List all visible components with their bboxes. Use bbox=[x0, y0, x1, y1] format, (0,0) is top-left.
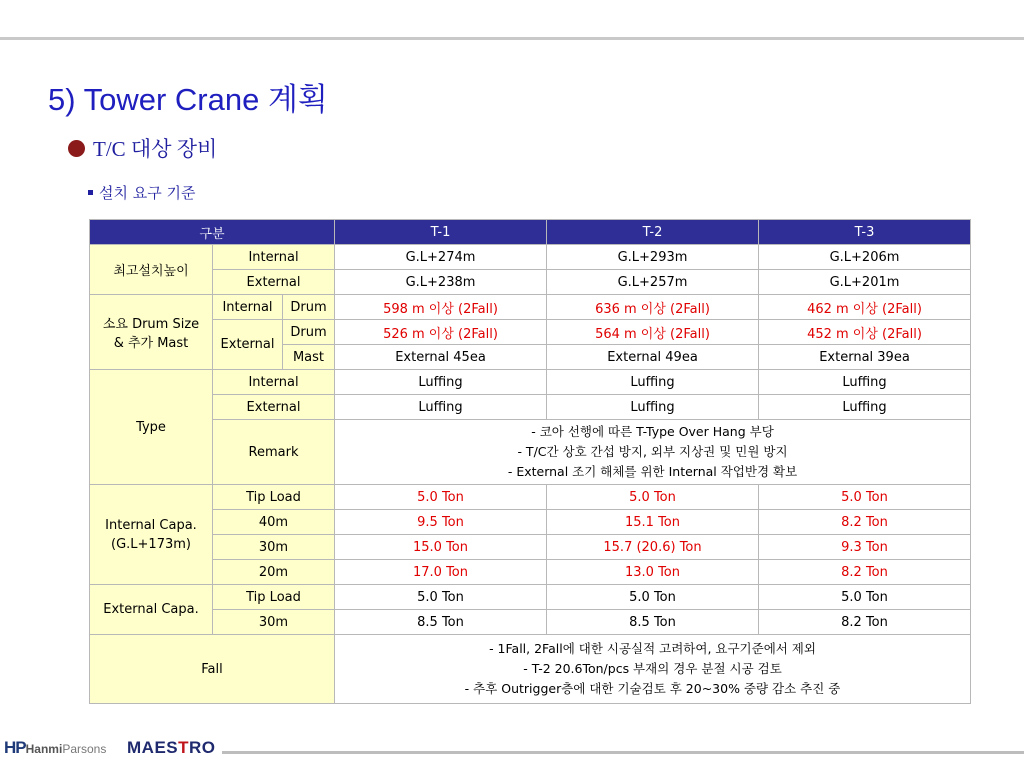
row-label-height: 최고설치높이 bbox=[90, 245, 213, 295]
cell: 526 m 이상 (2Fall) bbox=[335, 320, 547, 345]
sub-label: Tip Load bbox=[213, 585, 335, 610]
fall-notes bbox=[335, 635, 971, 704]
table-row bbox=[90, 585, 971, 610]
table-row bbox=[90, 270, 971, 295]
sub-label: Drum bbox=[283, 295, 335, 320]
row-label-line: & 추가 Mast bbox=[113, 336, 189, 351]
table-row bbox=[90, 420, 971, 485]
cell: 5.0 Ton bbox=[759, 585, 971, 610]
header-t2: T-2 bbox=[547, 220, 759, 245]
note-line: - 추후 Outrigger층에 대한 기술검토 후 20~30% 중량 감소 추진 중 bbox=[464, 681, 841, 696]
table-row bbox=[90, 370, 971, 395]
cell: 8.5 Ton bbox=[547, 610, 759, 635]
table-header-row bbox=[90, 220, 971, 245]
cell: 598 m 이상 (2Fall) bbox=[335, 295, 547, 320]
cell: 9.3 Ton bbox=[759, 535, 971, 560]
sub-label: Drum bbox=[283, 320, 335, 345]
table-row bbox=[90, 485, 971, 510]
cell: G.L+206m bbox=[759, 245, 971, 270]
sub-label: 40m bbox=[213, 510, 335, 535]
row-label-external-capa: External Capa. bbox=[90, 585, 213, 635]
cell: 564 m 이상 (2Fall) bbox=[547, 320, 759, 345]
cell: 15.0 Ton bbox=[335, 535, 547, 560]
hanmi-parsons-logo bbox=[4, 738, 106, 758]
sub-label: 20m bbox=[213, 560, 335, 585]
row-label-line: Internal Capa. bbox=[105, 517, 197, 533]
sub-label: Internal bbox=[213, 370, 335, 395]
table-row bbox=[90, 610, 971, 635]
cell: 5.0 Ton bbox=[547, 485, 759, 510]
row-label-fall: Fall bbox=[90, 635, 335, 704]
spec-table bbox=[89, 219, 971, 704]
cell: 15.1 Ton bbox=[547, 510, 759, 535]
cell: 15.7 (20.6) Ton bbox=[547, 535, 759, 560]
row-label-type: Type bbox=[90, 370, 213, 485]
note-line: - T/C간 상호 간섭 방지, 외부 지상권 및 민원 방지 bbox=[517, 444, 788, 459]
cell: 8.2 Ton bbox=[759, 610, 971, 635]
table-row bbox=[90, 395, 971, 420]
row-label-internal-capa bbox=[90, 485, 213, 585]
subtitle-text: T/C 대상 장비 bbox=[93, 137, 218, 161]
page-title: 5) Tower Crane 계획 bbox=[48, 82, 328, 117]
cell: 8.5 Ton bbox=[335, 610, 547, 635]
sub-label: Remark bbox=[213, 420, 335, 485]
row-label-line: (G.L+173m) bbox=[111, 536, 191, 552]
logo-maestro-part: RO bbox=[189, 738, 216, 757]
cell: 5.0 Ton bbox=[547, 585, 759, 610]
hp-logo-mark: HP bbox=[4, 738, 26, 757]
bullet-circle-icon bbox=[68, 140, 85, 157]
table-row bbox=[90, 560, 971, 585]
cell: G.L+238m bbox=[335, 270, 547, 295]
table-row bbox=[90, 535, 971, 560]
note-line: - External 조기 해체를 위한 Internal 작업반경 확보 bbox=[507, 464, 798, 479]
cell: Luffing bbox=[759, 395, 971, 420]
subtitle bbox=[68, 133, 217, 163]
cell: 462 m 이상 (2Fall) bbox=[759, 295, 971, 320]
sub-label: Internal bbox=[213, 245, 335, 270]
cell: 5.0 Ton bbox=[335, 485, 547, 510]
cell: 8.2 Ton bbox=[759, 560, 971, 585]
cell: Luffing bbox=[335, 370, 547, 395]
logo-maestro-part: MAES bbox=[127, 738, 179, 757]
sub-label: Internal bbox=[213, 295, 283, 320]
table-row bbox=[90, 245, 971, 270]
sub-label: Mast bbox=[283, 345, 335, 370]
sub-label: External bbox=[213, 395, 335, 420]
row-label-drum bbox=[90, 295, 213, 370]
maestro-logo bbox=[127, 738, 216, 758]
cell: 5.0 Ton bbox=[759, 485, 971, 510]
sub-label: Tip Load bbox=[213, 485, 335, 510]
cell: 452 m 이상 (2Fall) bbox=[759, 320, 971, 345]
cell: 17.0 Ton bbox=[335, 560, 547, 585]
sub-label: 30m bbox=[213, 535, 335, 560]
cell: G.L+274m bbox=[335, 245, 547, 270]
cell: G.L+293m bbox=[547, 245, 759, 270]
table-row bbox=[90, 295, 971, 320]
sub-label: External bbox=[213, 320, 283, 370]
cell: 9.5 Ton bbox=[335, 510, 547, 535]
note-line: - 1Fall, 2Fall에 대한 시공실적 고려하여, 요구기준에서 제외 bbox=[489, 641, 816, 656]
cell: 13.0 Ton bbox=[547, 560, 759, 585]
row-label-line: 소요 Drum Size bbox=[102, 317, 200, 332]
bullet-square-icon bbox=[88, 190, 93, 195]
cell: 636 m 이상 (2Fall) bbox=[547, 295, 759, 320]
cell: Luffing bbox=[547, 395, 759, 420]
cell: G.L+201m bbox=[759, 270, 971, 295]
table-row bbox=[90, 510, 971, 535]
header-t1: T-1 bbox=[335, 220, 547, 245]
table-row bbox=[90, 635, 971, 704]
sub-label: External bbox=[213, 270, 335, 295]
header-category: 구분 bbox=[90, 220, 335, 245]
cell: G.L+257m bbox=[547, 270, 759, 295]
logo-maestro-t: T bbox=[178, 738, 190, 757]
cell: 5.0 Ton bbox=[335, 585, 547, 610]
remark-notes bbox=[335, 420, 971, 485]
cell: External 39ea bbox=[759, 345, 971, 370]
logo-parsons-text: Parsons bbox=[62, 742, 107, 756]
cell: 8.2 Ton bbox=[759, 510, 971, 535]
footer-divider bbox=[222, 751, 1024, 754]
section-heading bbox=[88, 182, 195, 203]
top-divider bbox=[0, 37, 1024, 40]
header-t3: T-3 bbox=[759, 220, 971, 245]
sub-label: 30m bbox=[213, 610, 335, 635]
cell: Luffing bbox=[547, 370, 759, 395]
cell: External 45ea bbox=[335, 345, 547, 370]
cell: External 49ea bbox=[547, 345, 759, 370]
logo-hanmi-text: Hanmi bbox=[25, 742, 63, 756]
cell: Luffing bbox=[759, 370, 971, 395]
note-line: - T-2 20.6Ton/pcs 부재의 경우 분절 시공 검토 bbox=[523, 661, 782, 676]
table-row bbox=[90, 320, 971, 345]
cell: Luffing bbox=[335, 395, 547, 420]
note-line: - 코아 선행에 따른 T-Type Over Hang 부당 bbox=[531, 424, 774, 439]
section-text: 설치 요구 기준 bbox=[99, 184, 196, 202]
